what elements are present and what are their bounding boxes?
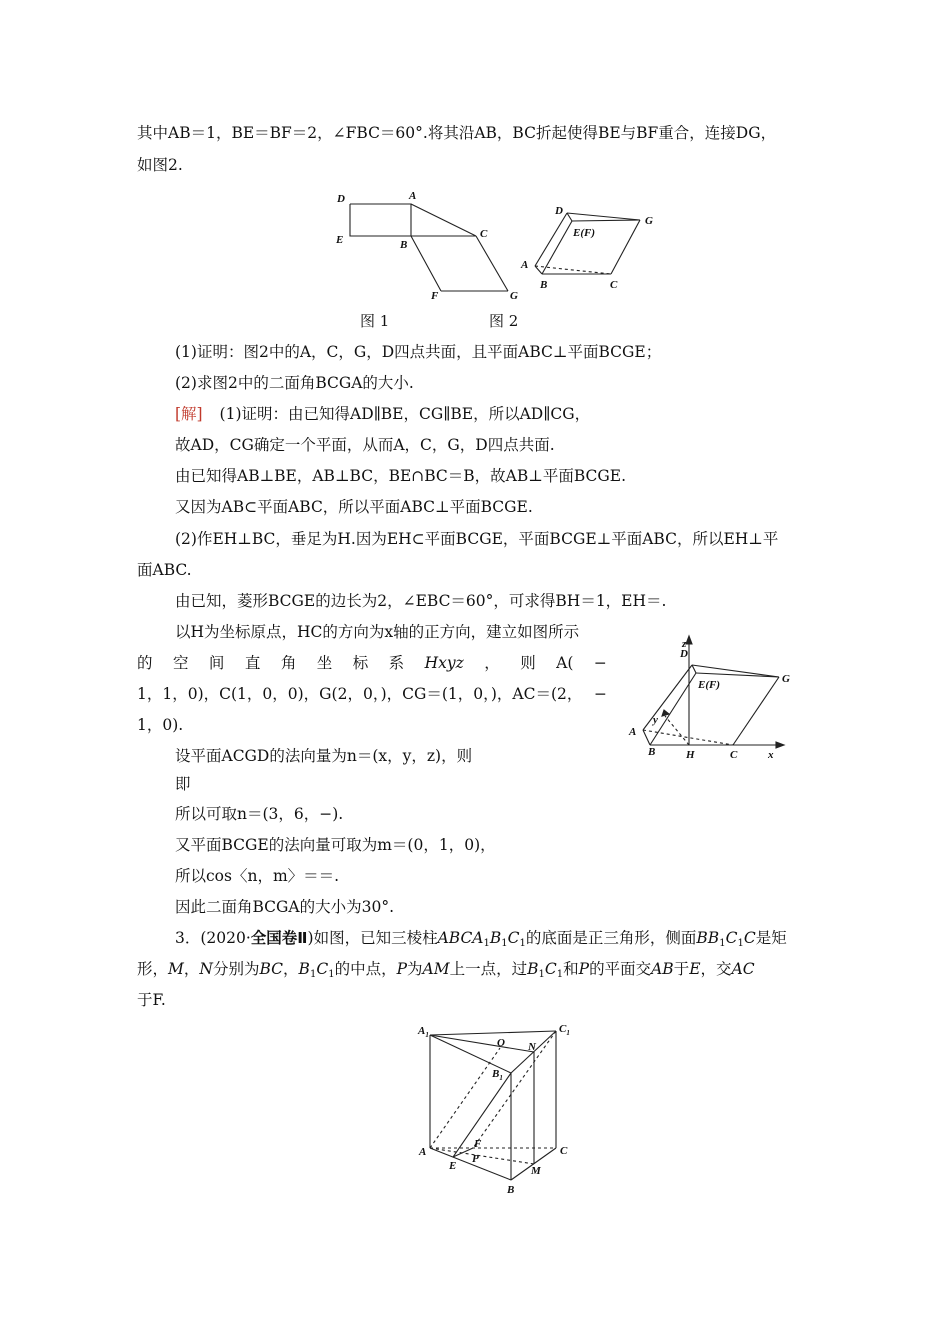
fig1-label-D: D	[337, 193, 345, 205]
fig3-AB	[643, 730, 650, 745]
solution-line-1	[175, 403, 590, 425]
s9-word-9: ，	[484, 654, 500, 672]
fig4-label-O: O	[497, 1037, 505, 1049]
solution-line-14: 所以可取n＝(3，6，−).	[175, 805, 344, 823]
solution-line-9	[137, 652, 607, 674]
figure-1-caption: 图 1	[360, 312, 390, 330]
solution-line-12: 设平面ACGD的法向量为n＝(x，y，z)，则	[175, 747, 473, 765]
fig3-AC	[643, 730, 733, 745]
fig4-label-C: C	[560, 1145, 568, 1157]
fig3-label-C: C	[730, 749, 738, 761]
fig4-label-N: N	[528, 1041, 536, 1053]
figure-4-prism	[410, 1020, 580, 1200]
intro-line-1: 其中AB＝1，BE＝BF＝2，∠FBC＝60°.将其沿AB，BC折起使得BE与BF重合，连接DG，	[137, 124, 777, 142]
fig3-label-z: z	[682, 638, 687, 650]
fig3-label-D: D	[680, 648, 688, 660]
fig3-z-arrow	[686, 636, 692, 644]
figure-2-caption: 图 2	[489, 312, 519, 330]
fig2-AB	[535, 266, 542, 274]
fig4-label-P: P	[472, 1153, 479, 1165]
figure-3-coordinate-system	[620, 630, 795, 765]
fig1-BF	[411, 236, 441, 291]
fig2-label-EF: E(F)	[573, 227, 595, 239]
fig1-label-C: C	[480, 228, 488, 240]
fig1-label-A: A	[409, 190, 417, 202]
solution-line-2: 故AD，CG确定一个平面，从而A，C，G，D四点共面.	[175, 436, 555, 454]
fig2-GC	[611, 220, 640, 274]
fig4-AO	[430, 1048, 500, 1148]
fig2-DE	[567, 213, 572, 221]
fig1-rect-DEBA	[350, 204, 411, 236]
s9-word-7: 系	[388, 654, 405, 672]
fig4-B1E	[453, 1073, 511, 1157]
problem3-source: 全国卷Ⅱ	[250, 929, 308, 947]
fig2-label-A: A	[521, 259, 529, 271]
s9-word-12: −	[593, 654, 607, 672]
fig2-label-C: C	[610, 279, 618, 291]
fig4-label-F: F	[474, 1138, 482, 1150]
fig4-AB	[430, 1148, 511, 1180]
s9-word-3: 直	[244, 654, 261, 672]
fig2-EG	[572, 220, 640, 221]
figure-2-folded	[515, 200, 665, 295]
solution-line-10	[137, 683, 607, 705]
s10-end: −	[594, 685, 607, 703]
solution-line-13: 即	[175, 775, 191, 793]
fig2-label-G: G	[645, 215, 653, 227]
solution-line-5: (2)作EH⊥BC，垂足为H.因为EH⊂平面BCGE，平面BCGE⊥平面ABC，所以EH⊥平	[175, 530, 779, 548]
fig3-x-arrow	[776, 742, 784, 748]
fig4-label-C1: $C_1$	[559, 1023, 570, 1037]
fig4-label-B: B	[507, 1184, 515, 1196]
solution-line-16: 所以cos〈n，m〉＝＝.	[175, 867, 340, 885]
fig1-label-G: G	[510, 290, 518, 302]
fig1-label-F: F	[431, 290, 439, 302]
fig3-label-A: A	[629, 726, 637, 738]
solution-line-15: 又平面BCGE的法向量可取为m＝(0，1，0)，	[175, 836, 496, 854]
solution-line-7: 由已知，菱形BCGE的边长为2，∠EBC＝60°，可求得BH＝1，EH＝.	[175, 592, 667, 610]
fig4-label-M: M	[531, 1165, 541, 1177]
question-2: (2)求图2中的二面角BCGA的大小.	[175, 374, 414, 392]
solution-line-8: 以H为坐标原点，HC的方向为x轴的正方向，建立如图所示	[175, 623, 580, 641]
solution-part-1: (1)证明：由已知得AD∥BE，CG∥BE，所以AD∥CG，	[219, 405, 591, 423]
fig3-GC	[733, 677, 779, 745]
fig4-label-A1: $A_1$	[418, 1025, 429, 1039]
problem3-line-1: 3．(2020·全国卷Ⅱ)如图，已知三棱柱$ABCA_1B_1C_1$的底面是正三角形，侧面$BB_1C_1C$是矩	[175, 929, 787, 949]
fig4-label-B1: $B_1$	[492, 1068, 503, 1082]
question-1: (1)证明：图2中的A，C，G，D四点共面，且平面ABC⊥平面BCGE；	[175, 343, 662, 361]
solution-line-17: 因此二面角BCGA的大小为30°.	[175, 898, 395, 916]
s9-word-5: 坐	[316, 654, 333, 672]
solution-line-3: 由已知得AB⊥BE，AB⊥BC，BE∩BC＝B，故AB⊥平面BCGE.	[175, 467, 627, 485]
fig1-CG	[476, 236, 508, 291]
fig3-label-EF: E(F)	[698, 679, 720, 691]
fig2-label-B: B	[540, 279, 548, 291]
figure-1-unfolded	[330, 185, 530, 310]
fig3-label-B: B	[648, 746, 656, 758]
s9-word-10: 则	[520, 654, 536, 672]
fig4-A1N	[430, 1035, 534, 1052]
solution-tag: [解]	[175, 405, 203, 423]
s9-word-6: 标	[352, 654, 369, 672]
fig2-label-D: D	[555, 205, 563, 217]
fig3-DA	[643, 665, 692, 730]
fig1-label-E: E	[336, 234, 344, 246]
s9-word-1: 空	[172, 654, 189, 672]
fig3-label-H: H	[686, 749, 695, 761]
intro-line-2: 如图2.	[137, 156, 183, 174]
fig3-label-y: y	[653, 714, 658, 726]
fig4-label-E: E	[449, 1160, 457, 1172]
fig3-label-x: x	[768, 749, 774, 761]
solution-line-4: 又因为AB⊂平面ABC，所以平面ABC⊥平面BCGE.	[175, 498, 533, 516]
s9-word-11: A(	[556, 654, 574, 672]
fig2-DG	[567, 213, 640, 220]
fig1-AC	[411, 204, 476, 236]
fig4-A1C1	[430, 1031, 556, 1035]
s9-word-8: Hxyz	[424, 654, 464, 672]
fig3-y-arrow	[662, 710, 669, 716]
fig3-DE	[692, 665, 696, 673]
s10-text: 1，1，0)，C(1，0，0)，G(2，0，)，CG＝(1，0，)，AC＝(2，	[137, 685, 583, 703]
solution-line-11: 1，0).	[137, 716, 184, 734]
solution-line-6: 面ABC.	[137, 561, 192, 579]
fig3-y-axis	[665, 716, 689, 745]
fig1-label-B: B	[400, 239, 408, 251]
fig4-AM	[430, 1148, 534, 1164]
fig4-label-A: A	[419, 1146, 427, 1158]
s9-word-0: 的	[137, 654, 153, 672]
fig3-label-G: G	[782, 673, 790, 685]
s9-word-4: 角	[280, 654, 297, 672]
s9-word-2: 间	[208, 654, 225, 672]
problem3-line-3: 于F.	[137, 991, 166, 1009]
problem3-line-2: 形，M，N分别为BC，$B_1C_1$的中点，P为AM上一点，过$B_1C_1$和P的平面交AB于E，交AC	[137, 960, 755, 980]
